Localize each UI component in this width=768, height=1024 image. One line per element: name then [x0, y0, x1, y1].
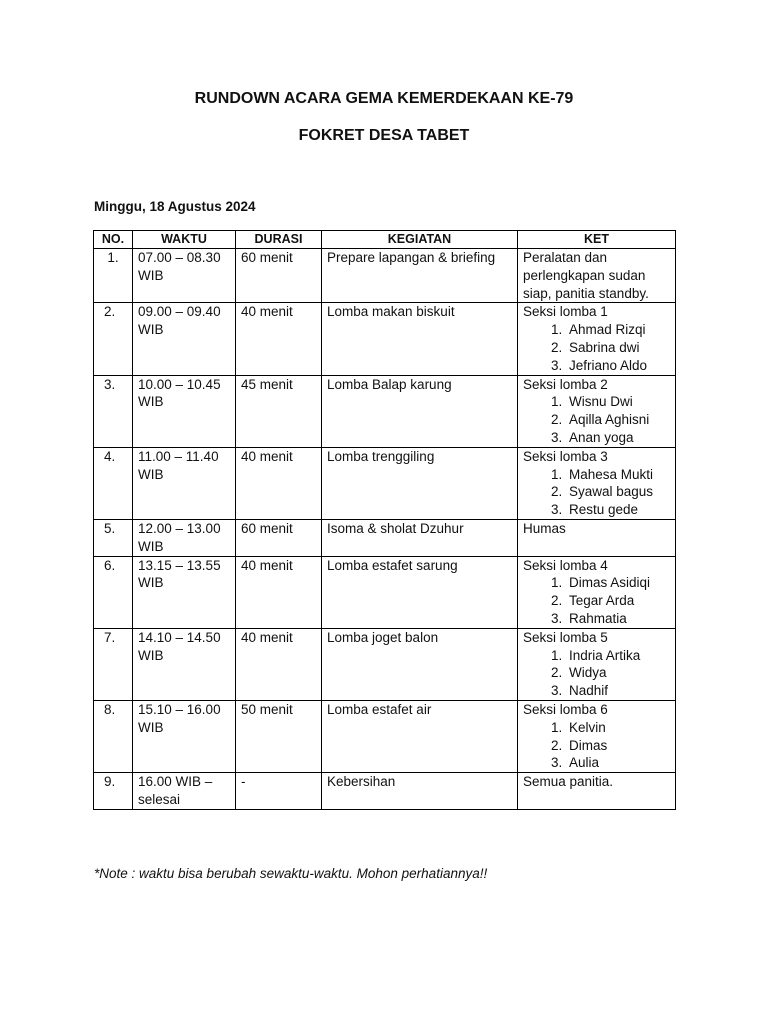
header-waktu: WAKTU — [133, 231, 236, 249]
row-durasi: 60 menit — [236, 249, 322, 303]
ket-text: Humas — [523, 520, 566, 536]
committee-member: Indria Artika — [569, 647, 641, 663]
table-row — [94, 375, 676, 447]
header-durasi: DURASI — [236, 231, 322, 249]
row-ket — [518, 303, 676, 375]
committee-member: Nadhif — [569, 683, 609, 699]
table-body — [94, 249, 676, 810]
row-kegiatan: Lomba joget balon — [322, 628, 518, 700]
ket-text: Seksi lomba 1 — [523, 304, 608, 320]
row-kegiatan: Isoma & sholat Dzuhur — [322, 519, 518, 556]
row-no: 9. — [94, 773, 133, 810]
row-waktu: 16.00 WIB – selesai — [133, 773, 236, 810]
header-no: NO. — [94, 231, 133, 249]
committee-member: Sabrina dwi — [569, 339, 640, 355]
committee-member: Jefriano Aldo — [569, 357, 648, 373]
row-durasi: 45 menit — [236, 375, 322, 447]
row-no: 7. — [94, 628, 133, 700]
header-kegiatan: KEGIATAN — [322, 231, 518, 249]
row-ket — [518, 556, 676, 628]
row-waktu: 09.00 – 09.40 WIB — [133, 303, 236, 375]
row-ket — [518, 628, 676, 700]
footer-note: *Note : waktu bisa berubah sewaktu-waktu. Mohon perhatiannya!! — [94, 866, 488, 881]
table-header-row — [94, 231, 676, 249]
ket-text: Seksi lomba 4 — [523, 557, 608, 573]
row-no: 1. — [94, 249, 133, 303]
table-row — [94, 447, 676, 519]
row-no: 8. — [94, 700, 133, 772]
committee-member: Aqilla Aghisni — [569, 412, 650, 428]
event-date: Minggu, 18 Agustus 2024 — [94, 199, 256, 214]
committee-member: Restu gede — [569, 502, 639, 518]
committee-member: Dimas — [569, 737, 608, 753]
committee-list — [523, 466, 670, 519]
row-waktu: 07.00 – 08.30 WIB — [133, 249, 236, 303]
committee-list — [523, 574, 670, 627]
committee-member: Syawal bagus — [569, 484, 654, 500]
committee-list — [523, 393, 670, 446]
row-waktu: 10.00 – 10.45 WIB — [133, 375, 236, 447]
row-ket — [518, 519, 676, 556]
row-durasi: - — [236, 773, 322, 810]
table-row — [94, 249, 676, 303]
ket-text: Semua panitia. — [523, 774, 614, 790]
document-title: RUNDOWN ACARA GEMA KEMERDEKAAN KE-79 — [194, 90, 574, 107]
row-waktu: 12.00 – 13.00 WIB — [133, 519, 236, 556]
row-ket — [518, 773, 676, 810]
committee-member: Mahesa Mukti — [569, 466, 654, 482]
row-waktu: 11.00 – 11.40 WIB — [133, 447, 236, 519]
row-kegiatan: Lomba estafet air — [322, 700, 518, 772]
committee-member: Dimas Asidiqi — [569, 575, 651, 591]
table-row — [94, 628, 676, 700]
document-subtitle: FOKRET DESA TABET — [298, 127, 470, 144]
row-waktu: 15.10 – 16.00 WIB — [133, 700, 236, 772]
rundown-table — [93, 230, 676, 810]
row-no: 5. — [94, 519, 133, 556]
row-ket — [518, 375, 676, 447]
row-kegiatan: Lomba Balap karung — [322, 375, 518, 447]
row-no: 4. — [94, 447, 133, 519]
ket-text: Peralatan dan perlengkapan sudan siap, panitia standby. — [523, 250, 649, 301]
row-no: 2. — [94, 303, 133, 375]
table-row — [94, 519, 676, 556]
table-row — [94, 303, 676, 375]
committee-list — [523, 321, 670, 374]
row-durasi: 60 menit — [236, 519, 322, 556]
committee-member: Ahmad Rizqi — [569, 322, 646, 338]
committee-list — [523, 647, 670, 700]
row-ket — [518, 700, 676, 772]
row-ket — [518, 249, 676, 303]
committee-member: Tegar Arda — [569, 593, 635, 609]
row-durasi: 40 menit — [236, 447, 322, 519]
row-durasi: 40 menit — [236, 303, 322, 375]
row-waktu: 13.15 – 13.55 WIB — [133, 556, 236, 628]
table-row — [94, 700, 676, 772]
row-kegiatan: Lomba trenggiling — [322, 447, 518, 519]
row-kegiatan: Prepare lapangan & briefing — [322, 249, 518, 303]
table-row — [94, 556, 676, 628]
committee-member: Anan yoga — [569, 429, 634, 445]
committee-member: Rahmatia — [569, 610, 627, 626]
committee-list — [523, 719, 670, 772]
committee-member: Aulia — [569, 755, 600, 771]
ket-text: Seksi lomba 5 — [523, 629, 608, 645]
ket-text: Seksi lomba 3 — [523, 448, 608, 464]
row-ket — [518, 447, 676, 519]
committee-member: Widya — [569, 665, 607, 681]
ket-text: Seksi lomba 2 — [523, 376, 608, 392]
row-kegiatan: Lomba makan biskuit — [322, 303, 518, 375]
row-durasi: 50 menit — [236, 700, 322, 772]
row-no: 6. — [94, 556, 133, 628]
header-ket: KET — [518, 231, 676, 249]
row-kegiatan: Lomba estafet sarung — [322, 556, 518, 628]
committee-member: Kelvin — [569, 719, 606, 735]
ket-text: Seksi lomba 6 — [523, 701, 608, 717]
row-no: 3. — [94, 375, 133, 447]
row-waktu: 14.10 – 14.50 WIB — [133, 628, 236, 700]
row-durasi: 40 menit — [236, 628, 322, 700]
table-row — [94, 773, 676, 810]
row-kegiatan: Kebersihan — [322, 773, 518, 810]
row-durasi: 40 menit — [236, 556, 322, 628]
committee-member: Wisnu Dwi — [569, 394, 633, 410]
